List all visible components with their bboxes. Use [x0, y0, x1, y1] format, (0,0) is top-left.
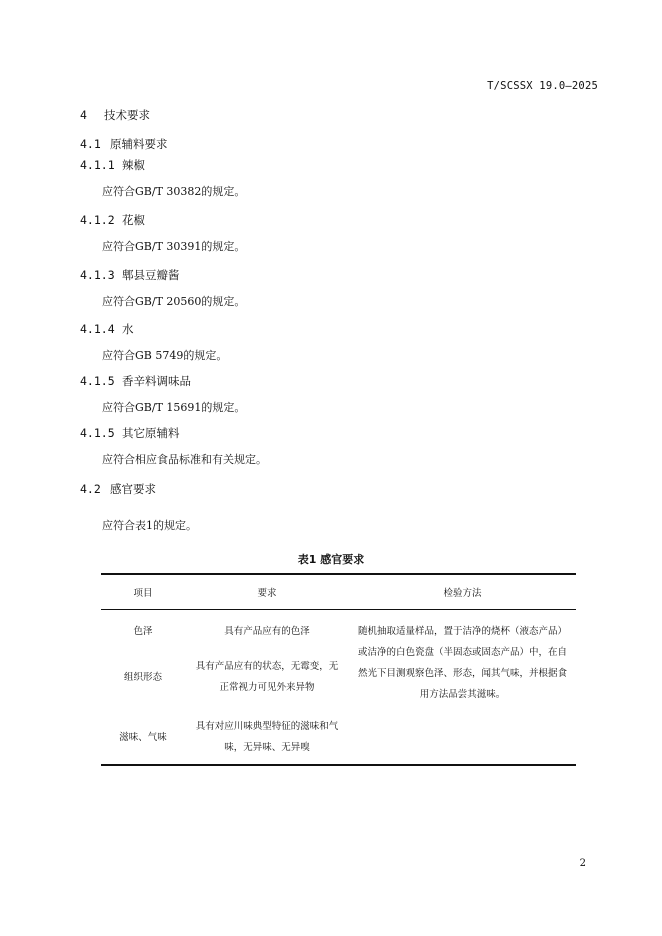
- heading-title: 水: [122, 322, 134, 336]
- heading-title: 其它原辅料: [122, 426, 180, 440]
- paragraph: 应符合GB 5749的规定。: [102, 349, 228, 362]
- heading-4-1: [80, 136, 168, 152]
- table-header-rule: [101, 609, 576, 610]
- heading-number: 4.1.3: [80, 268, 115, 282]
- paragraph: 应符合GB/T 20560的规定。: [102, 295, 246, 308]
- table-caption: 表1 感官要求: [297, 553, 365, 566]
- cell-line: 然光下目测观察色泽、形态，闻其气味，并根据食: [357, 668, 567, 679]
- heading-title: 技术要求: [104, 108, 150, 122]
- heading-4-1-2: [80, 212, 145, 228]
- heading-number: 4.1.1: [80, 158, 115, 172]
- heading-4-1-5: [80, 373, 191, 389]
- heading-4-2: [80, 481, 156, 497]
- heading-number: 4.1.4: [80, 322, 115, 336]
- page-number: 2: [579, 858, 586, 869]
- cell-requirement: [185, 621, 349, 642]
- cell-item: 组织形态: [123, 672, 162, 683]
- cell-line: 用方法品尝其滋味。: [419, 689, 506, 700]
- cell-item: 滋味、气味: [119, 732, 167, 743]
- heading-title: 原辅料要求: [110, 137, 168, 151]
- paragraph: 应符合GB/T 15691的规定。: [102, 401, 246, 414]
- heading-number: 4.1.5: [80, 426, 115, 440]
- heading-number: 4.1.2: [80, 213, 115, 227]
- table-bottom-rule: [101, 764, 576, 766]
- cell-line: 正常视力可见外来异物: [219, 682, 315, 693]
- cell-line: 具有产品应有的状态，无霉变，无: [195, 661, 339, 672]
- paragraph: 应符合GB/T 30382的规定。: [102, 185, 246, 198]
- cell-item: 色泽: [133, 626, 153, 637]
- heading-number: 4.1.5: [80, 374, 115, 388]
- paragraph: 应符合GB/T 30391的规定。: [102, 240, 246, 253]
- paragraph: 应符合相应食品标准和有关规定。: [102, 453, 267, 466]
- heading-number: 4.1: [80, 137, 101, 151]
- cell-line: 具有对应川味典型特征的滋味和气: [195, 721, 339, 732]
- document-code: T/SCSSX 19.0—2025: [487, 80, 598, 92]
- table-top-rule: [101, 573, 576, 575]
- cell-line: 味，无异味、无异嗅: [224, 742, 310, 753]
- table-header-method: 检验方法: [443, 588, 482, 599]
- heading-title: 花椒: [122, 213, 145, 227]
- heading-4-1-4: [80, 321, 134, 337]
- cell-line: 或洁净的白色瓷盘（半固态或固态产品）中，在自: [357, 647, 567, 658]
- heading-4-1-5-other: [80, 425, 180, 441]
- cell-requirement: [185, 656, 349, 698]
- cell-method: [349, 621, 576, 705]
- table-header-item: 项目: [133, 588, 153, 599]
- heading-title: 感官要求: [110, 482, 156, 496]
- heading-title: 辣椒: [122, 158, 145, 172]
- heading-title: 郫县豆瓣酱: [122, 268, 180, 282]
- heading-4-1-3: [80, 267, 180, 283]
- heading-4-1-1: [80, 157, 145, 173]
- table-header-requirement: 要求: [257, 588, 277, 599]
- heading-number: 4.2: [80, 482, 101, 496]
- cell-requirement: [185, 716, 349, 758]
- cell-line: 具有产品应有的色泽: [224, 626, 310, 637]
- paragraph: 应符合表1的规定。: [102, 519, 197, 532]
- cell-line: 随机抽取适量样品，置于洁净的烧杯（液态产品）: [357, 626, 567, 637]
- heading-title: 香辛料调味品: [122, 374, 191, 388]
- heading-number: 4: [80, 108, 87, 122]
- heading-4: [80, 107, 150, 123]
